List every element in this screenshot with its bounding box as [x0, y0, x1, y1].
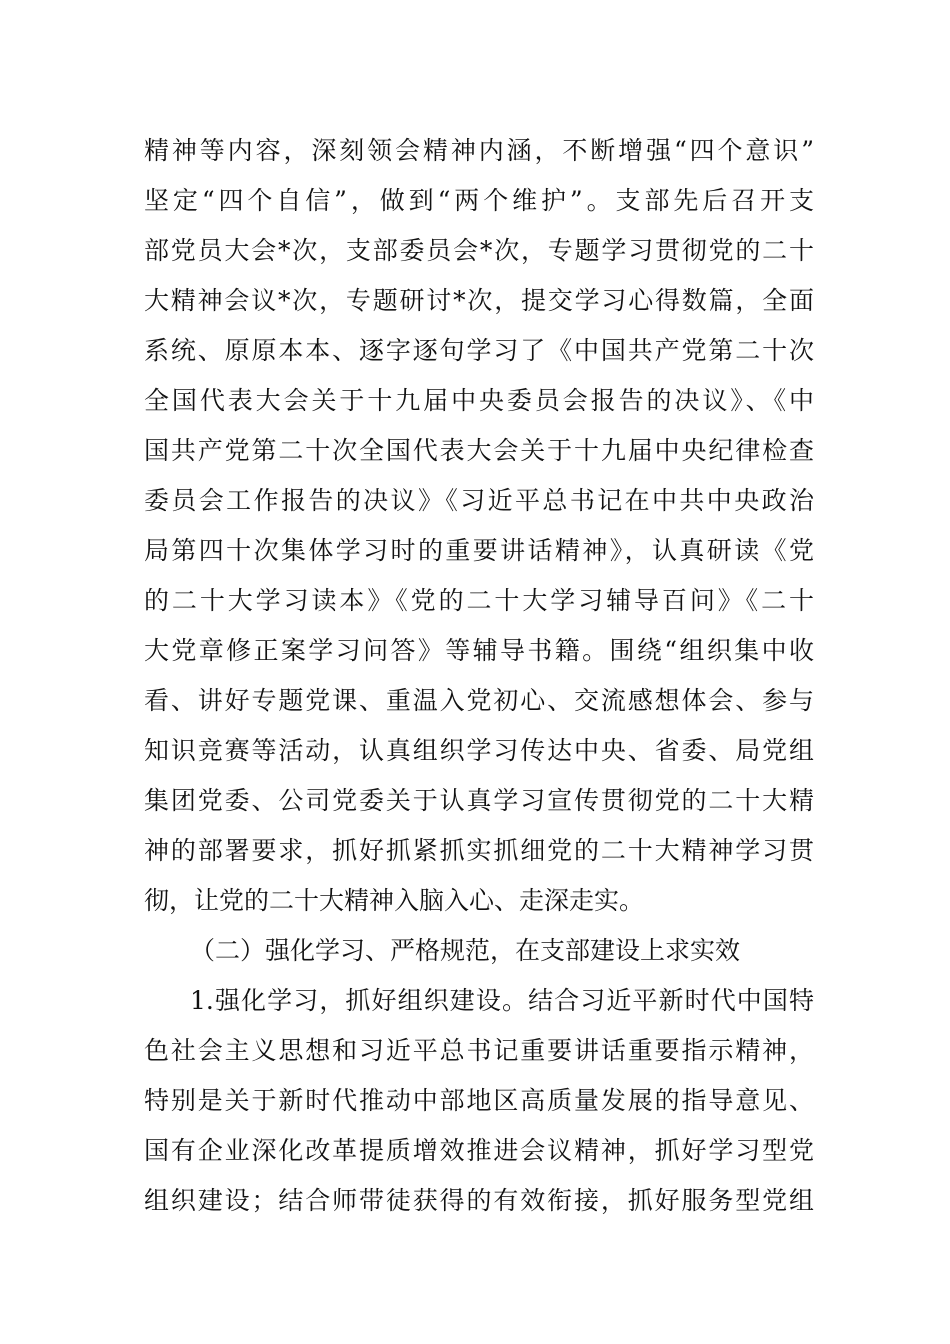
paragraph-line: 看、讲好专题党课、重温入党初心、交流感想体会、参与: [144, 686, 814, 715]
paragraph-line: 国有企业深化改革提质增效推进会议精神，抓好学习型党: [144, 1136, 814, 1165]
paragraph-line: 彻，让党的二十大精神入脑入心、走深走实。: [144, 886, 645, 915]
paragraph-line: 神的部署要求，抓好抓紧抓实抓细党的二十大精神学习贯: [144, 836, 814, 865]
paragraph-line: 色社会主义思想和习近平总书记重要讲话重要指示精神，: [144, 1036, 814, 1065]
paragraph-line: 集团党委、公司党委关于认真学习宣传贯彻党的二十大精: [144, 786, 814, 815]
paragraph-line: 知识竞赛等活动，认真组织学习传达中央、省委、局党组: [144, 736, 814, 765]
paragraph-line: 国共产党第二十次全国代表大会关于十九届中央纪律检查: [144, 436, 814, 465]
paragraph-line: 委员会工作报告的决议》《习近平总书记在中共中央政治: [144, 486, 814, 515]
paragraph-line: 部党员大会*次，支部委员会*次，专题学习贯彻党的二十: [144, 236, 814, 265]
paragraph-line: 特别是关于新时代推动中部地区高质量发展的指导意见、: [144, 1086, 814, 1115]
paragraph-line: 大党章修正案学习问答》等辅导书籍。围绕“组织集中收: [144, 636, 814, 665]
paragraph-line: 全国代表大会关于十九届中央委员会报告的决议》、《中: [144, 386, 814, 415]
section-heading: （二）强化学习、严格规范，在支部建设上求实效: [190, 936, 741, 965]
paragraph-line: 坚定“四个自信”，做到“两个维护”。支部先后召开支: [144, 186, 814, 215]
paragraph-line: 大精神会议*次，专题研讨*次，提交学习心得数篇，全面: [144, 286, 814, 315]
paragraph-line: 组织建设；结合师带徒获得的有效衔接，抓好服务型党组: [144, 1186, 814, 1215]
paragraph-line: 系统、原原本本、逐字逐句学习了《中国共产党第二十次: [144, 336, 814, 365]
paragraph-line: 1.强化学习，抓好组织建设。结合习近平新时代中国特: [190, 986, 814, 1015]
paragraph-line: 局第四十次集体学习时的重要讲话精神》，认真研读《党: [144, 536, 814, 565]
paragraph-line: 的二十大学习读本》《党的二十大学习辅导百问》《二十: [144, 586, 814, 615]
paragraph-line: 精神等内容，深刻领会精神内涵，不断增强“四个意识”: [144, 136, 814, 165]
